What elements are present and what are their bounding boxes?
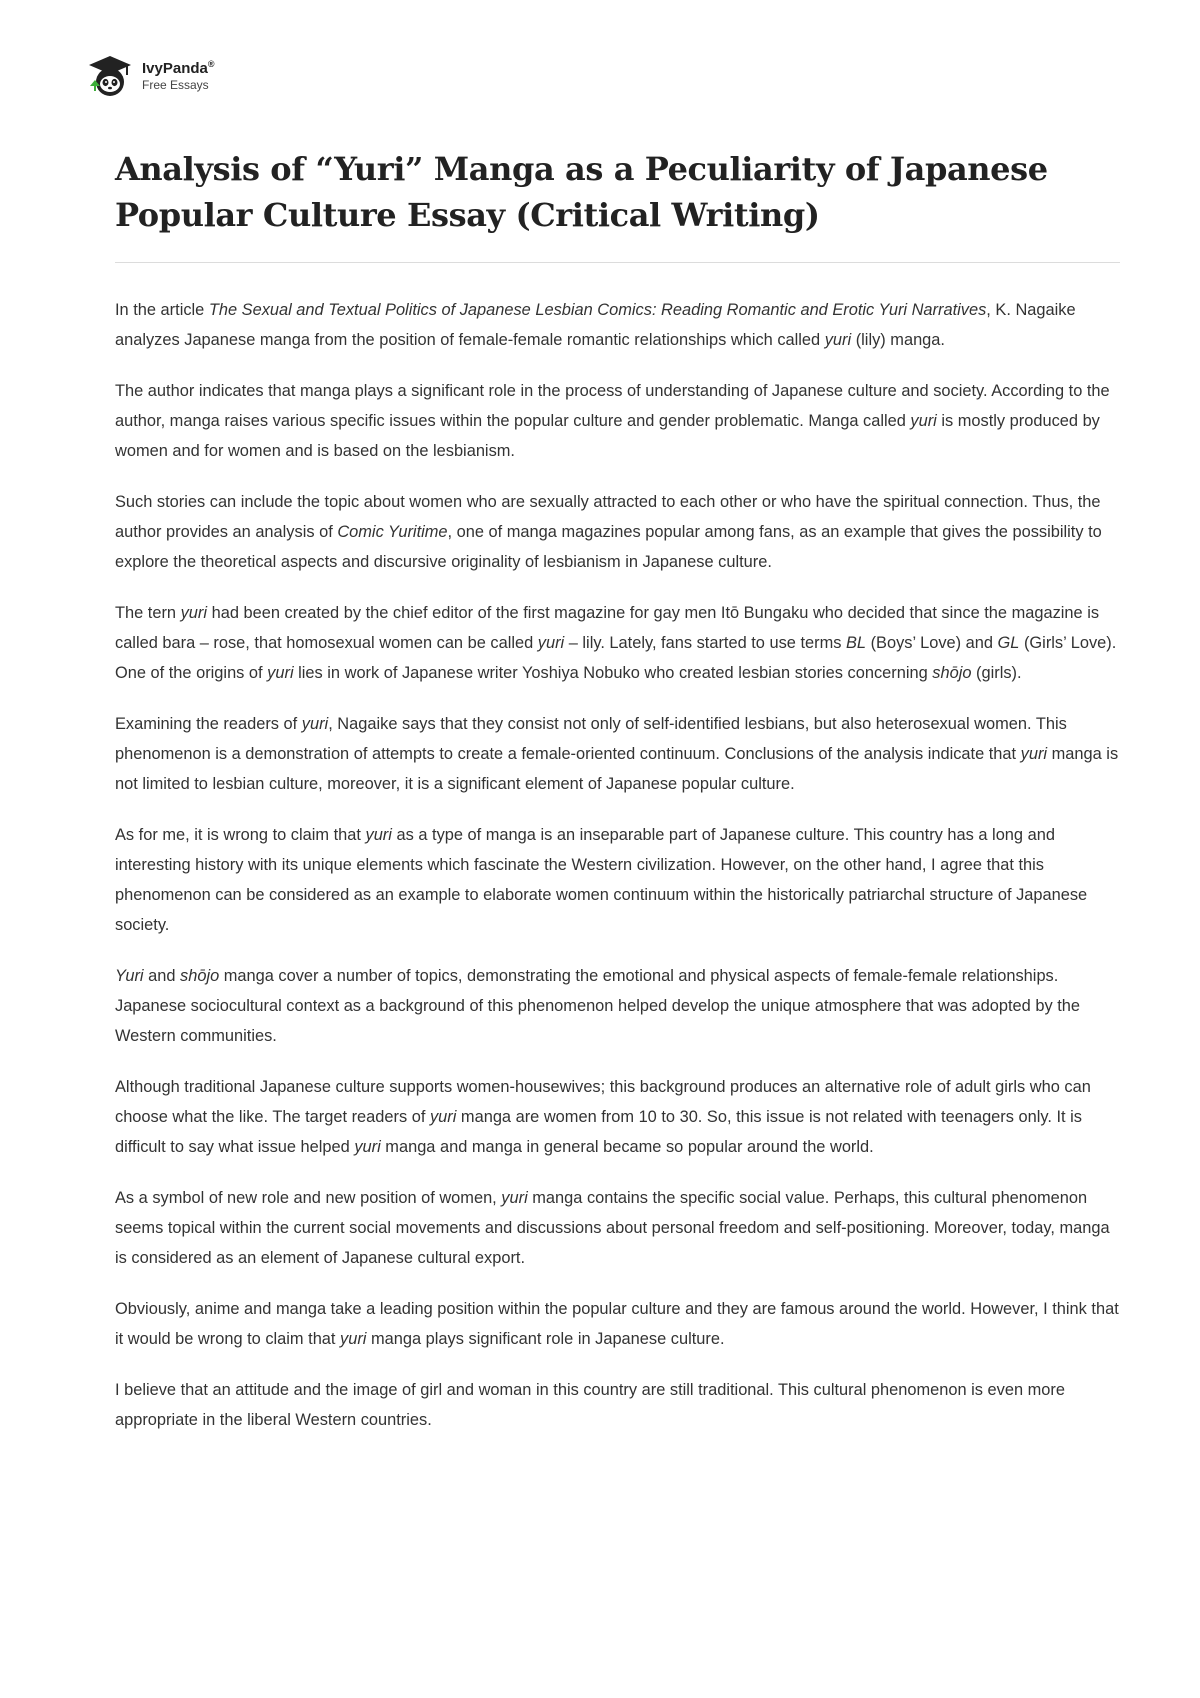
italic-text: yuri xyxy=(340,1330,367,1348)
italic-text: yuri xyxy=(824,331,852,349)
logo-link[interactable] xyxy=(86,52,215,98)
text-run: The tern xyxy=(115,604,181,622)
italic-text: shōjo xyxy=(180,967,220,985)
text-run: manga cover a number of topics, demonstrating the emotional and physical aspects of female-female relationships. Japanese sociocultural context as a background of this phenomenon helped develop the unique atmosphere that was adopted by the Western communities. xyxy=(115,967,1080,1045)
italic-text: shōjo xyxy=(932,664,972,682)
italic-text: The Sexual and Textual Politics of Japanese Lesbian Comics: Reading Romantic and Erotic Yuri Narratives xyxy=(208,301,987,319)
text-run: manga is not limited to lesbian culture, moreover, it is a significant element of Japanese popular culture. xyxy=(115,745,1119,793)
text-run: Such stories can include the topic about women who are sexually attracted to each other or who have the spiritual connection. Thus, the author provides an analysis of xyxy=(115,493,1101,541)
italic-text: yuri xyxy=(301,715,329,733)
italic-text: Comic Yuritime xyxy=(337,523,448,541)
essay-paragraph xyxy=(115,487,1120,577)
text-run: The author indicates that manga plays a significant role in the process of understanding of Japanese culture and society. According to the author, manga raises various specific issues within the popular culture and gender problematic. Manga called xyxy=(115,382,1110,430)
text-run: as a type of manga is an inseparable part of Japanese culture. This country has a long and interesting history with its unique elements which fascinate the Western civilization. However, on the other hand, I agree that this phenomenon can be considered as an example to elaborate women continuum within the historically patriarchal structure of Japanese society. xyxy=(115,826,1088,934)
text-run: , one of manga magazines popular among fans, as an example that gives the possibility to explore the theoretical aspects and discursive originality of lesbianism in Japanese culture. xyxy=(115,523,1102,571)
text-run: manga are women from 10 to 30. So, this issue is not related with teenagers only. It is difficult to say what issue helped xyxy=(115,1108,1082,1156)
italic-text: GL xyxy=(997,634,1020,652)
essay-paragraph xyxy=(115,1072,1120,1162)
brand-name: IvyPanda® xyxy=(142,58,215,77)
text-run: (girls). xyxy=(971,664,1022,682)
italic-text: Yuri xyxy=(115,967,144,985)
italic-text: yuri xyxy=(537,634,565,652)
text-run: manga and manga in general became so popular around the world. xyxy=(380,1138,874,1156)
text-run: (Boys’ Love) and xyxy=(866,634,998,652)
text-run: is mostly produced by women and for women and is based on the lesbianism. xyxy=(115,412,1100,460)
text-run: Obviously, anime and manga take a leading position within the popular culture and they are famous around the world. However, I think that it would be wrong to claim that xyxy=(115,1300,1119,1348)
brand-tagline: Free Essays xyxy=(142,77,209,92)
essay-paragraph xyxy=(115,1375,1120,1435)
page-title: Analysis of “Yuri” Manga as a Peculiarity of Japanese Popular Culture Essay (Critical Writing) xyxy=(115,150,1048,234)
text-run: (lily) manga. xyxy=(851,331,945,349)
italic-text: yuri xyxy=(354,1138,381,1156)
essay-paragraph xyxy=(115,598,1120,688)
essay-paragraph xyxy=(115,1294,1120,1354)
text-run: As for me, it is wrong to claim that xyxy=(115,826,366,844)
text-run: In the article xyxy=(115,301,209,319)
text-run: – lily. Lately, fans started to use terms xyxy=(564,634,846,652)
text-run: lies in work of Japanese writer Yoshiya Nobuko who created lesbian stories concerning xyxy=(293,664,933,682)
text-run: manga plays significant role in Japanese culture. xyxy=(366,1330,725,1348)
essay-paragraph xyxy=(115,1183,1120,1273)
text-run: Although traditional Japanese culture supports women-housewives; this background produces an alternative role of adult girls who can choose what the like. The target readers of xyxy=(115,1078,1091,1126)
panda-graduate-logo-icon xyxy=(86,52,134,98)
title-divider xyxy=(115,262,1120,263)
text-run: Examining the readers of xyxy=(115,715,302,733)
essay-paragraph xyxy=(115,295,1120,355)
italic-text: yuri xyxy=(910,412,937,430)
text-run: , Nagaike says that they consist not only of self-identified lesbians, but also heterosexual women. This phenomenon is a demonstration of attempts to create a female-oriented continuum. Conclusions of the analysis indicate that xyxy=(115,715,1067,763)
essay-body xyxy=(115,295,1120,1456)
italic-text: yuri xyxy=(365,826,392,844)
italic-text: yuri xyxy=(1020,745,1048,763)
italic-text: BL xyxy=(845,634,867,652)
italic-text: yuri xyxy=(267,664,294,682)
essay-paragraph xyxy=(115,961,1120,1051)
italic-text: yuri xyxy=(501,1189,528,1207)
text-run: and xyxy=(143,967,181,985)
essay-paragraph xyxy=(115,376,1120,466)
text-run: As a symbol of new role and new position of women, xyxy=(115,1189,502,1207)
text-run: (Girls’ Love). One of the origins of xyxy=(115,634,1117,682)
text-run: I believe that an attitude and the image of girl and woman in this country are still traditional. This cultural phenomenon is even more appropriate in the liberal Western countries. xyxy=(115,1381,1065,1429)
italic-text: yuri xyxy=(180,604,208,622)
text-run: had been created by the chief editor of the first magazine for gay men Itō Bungaku who decided that since the magazine is called bara – rose, that homosexual women can be called xyxy=(115,604,1100,652)
text-run: manga contains the specific social value. Perhaps, this cultural phenomenon seems topical within the current social movements and discussions about personal freedom and self-positioning. Moreover, today, manga is considered as an element of Japanese cultural export. xyxy=(115,1189,1110,1267)
essay-paragraph xyxy=(115,820,1120,940)
essay-paragraph xyxy=(115,709,1120,799)
italic-text: yuri xyxy=(429,1108,457,1126)
text-run: , K. Nagaike analyzes Japanese manga from the position of female-female romantic relationships which called xyxy=(115,301,1076,349)
